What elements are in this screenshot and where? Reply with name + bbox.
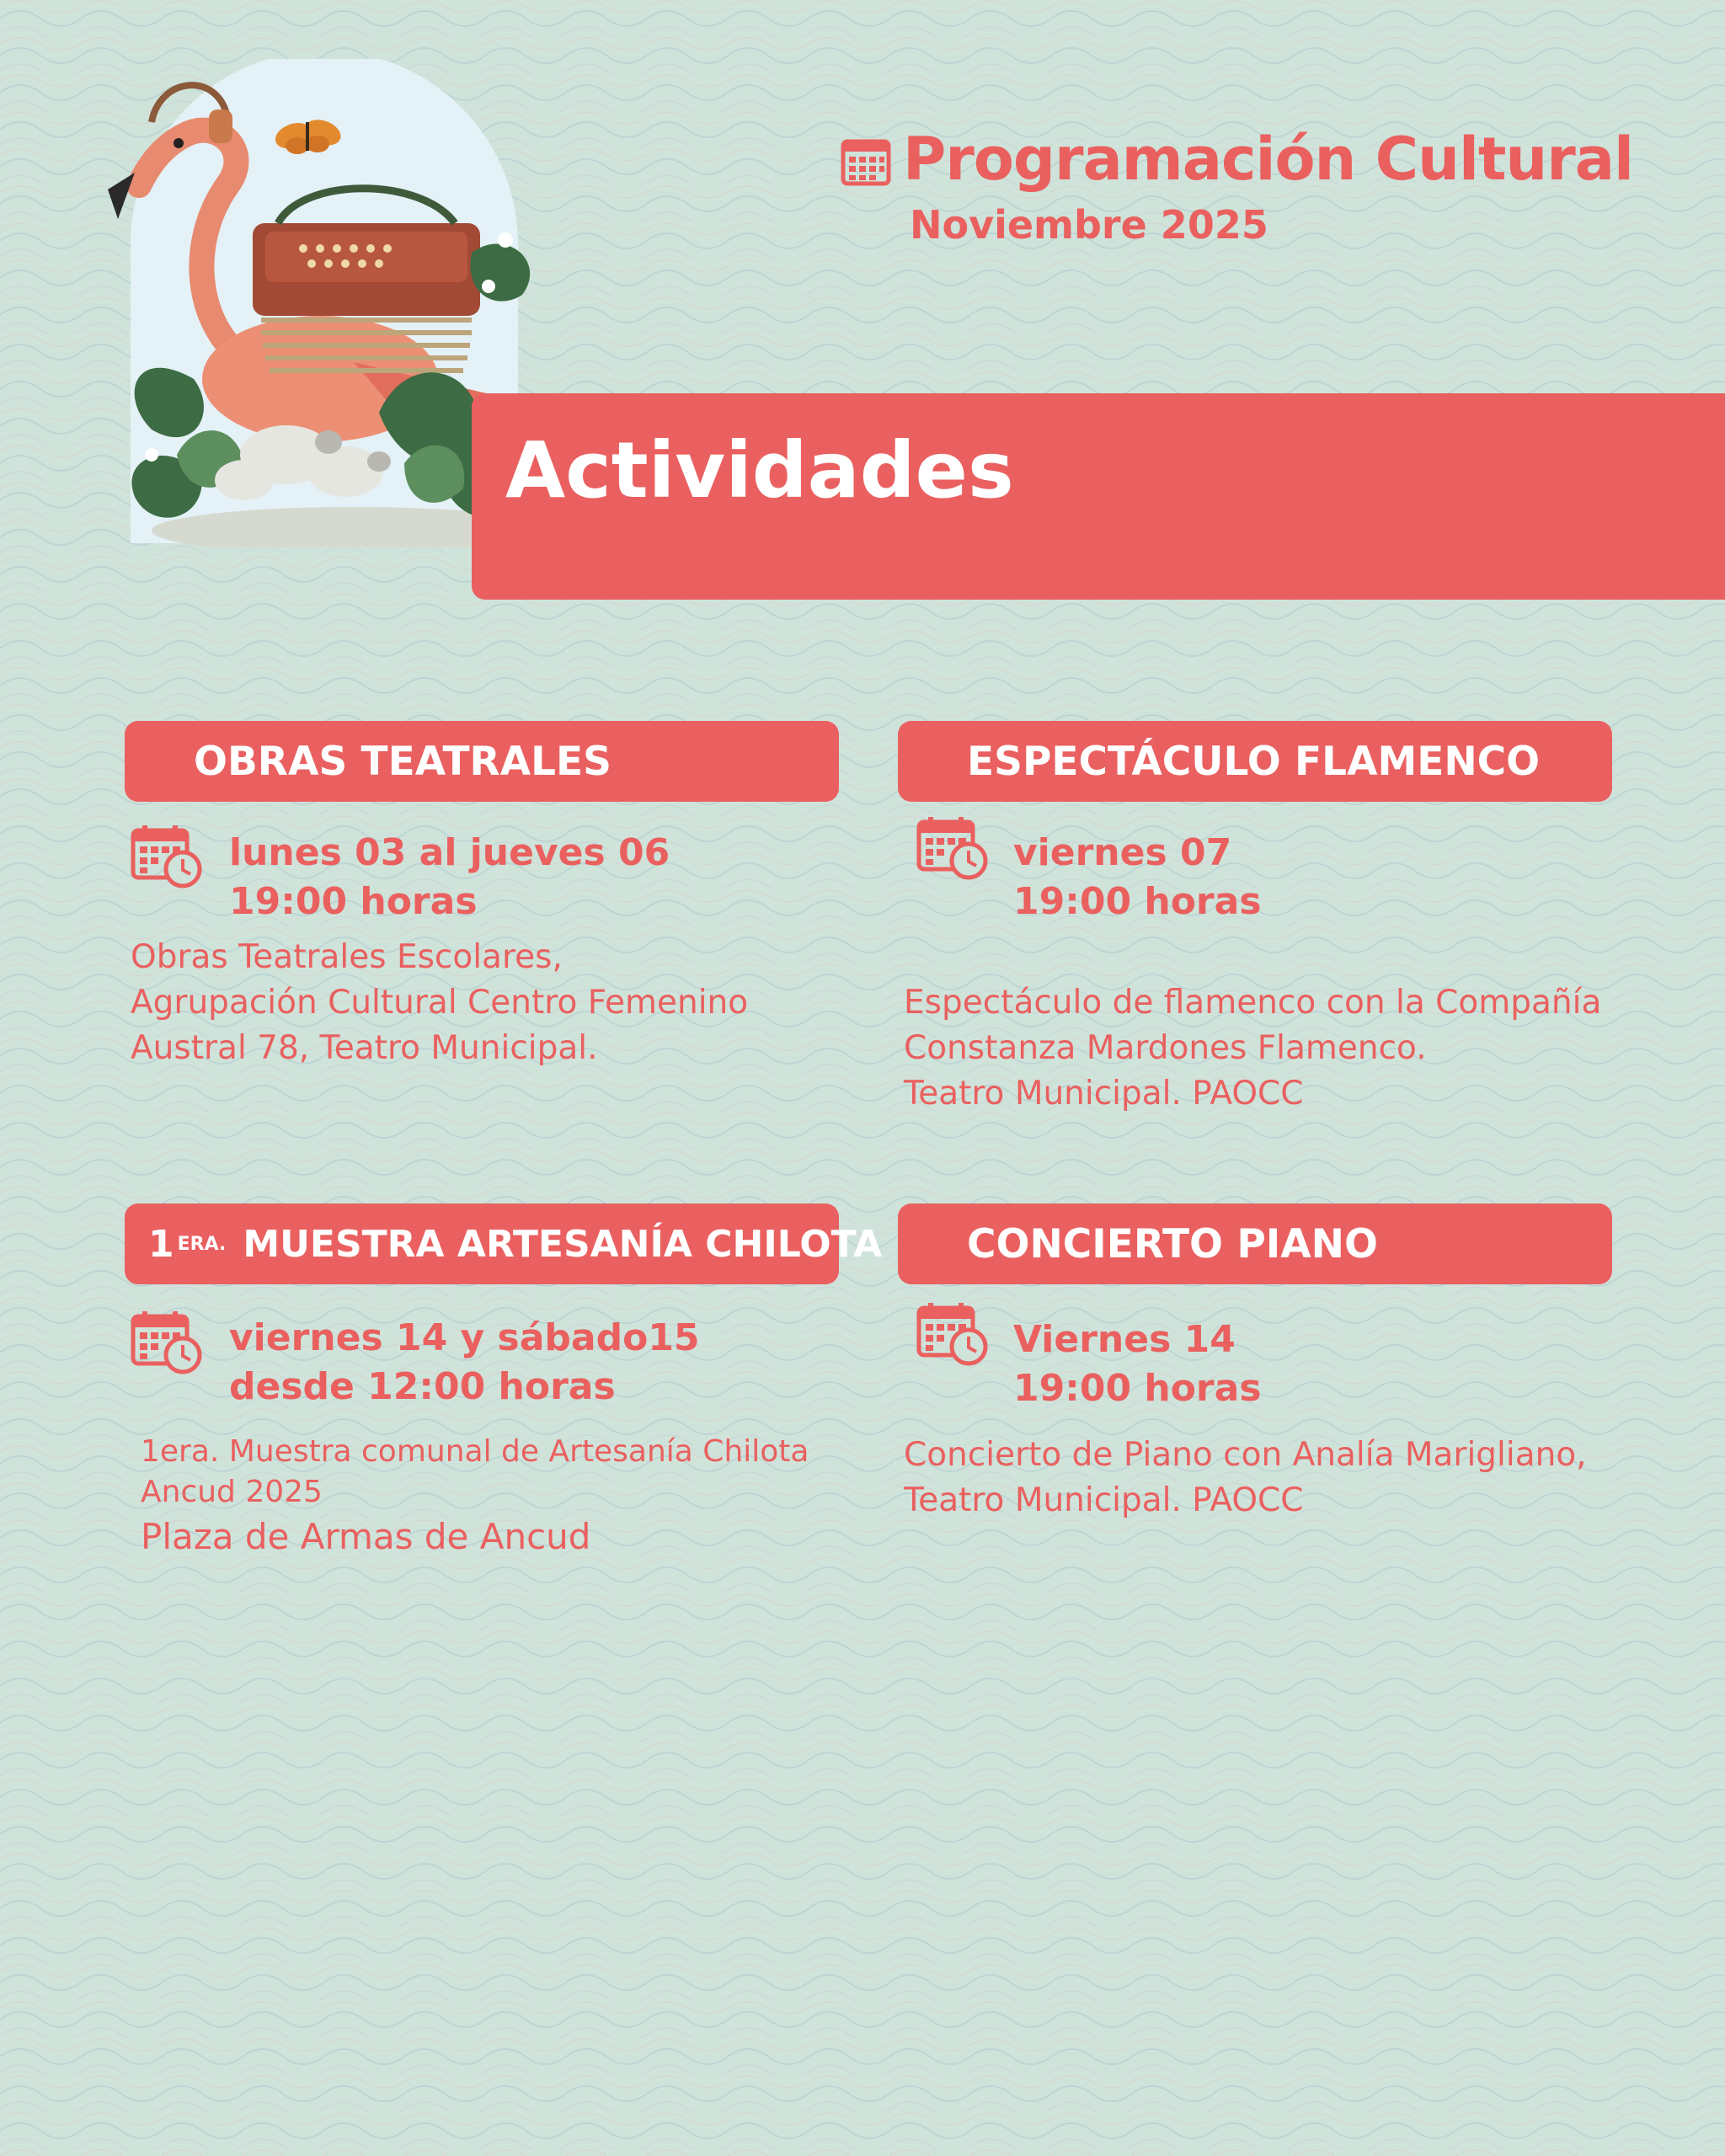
calendar-clock-icon: [131, 1311, 203, 1375]
event-date-time: [1013, 829, 1262, 926]
event-date-time: [229, 829, 670, 926]
page-title: Programación Cultural: [903, 125, 1633, 194]
event-description: Espectáculo de flamenco con la Compañía Constanza Mardones Flamenco. Teatro Municipal. PAOCC: [904, 984, 1602, 1113]
event-title-concierto-piano: CONCIERTO PIANO: [898, 1203, 1612, 1284]
event-description: 1era. Muestra comunal de Artesanía Chilota Ancud 2025 Plaza de Armas de Ancud: [141, 1434, 809, 1557]
calendar-clock-icon: [916, 1303, 989, 1367]
event-title-muestra-artesania: 1 ERA. MUESTRA ARTESANÍA CHILOTA: [125, 1203, 839, 1284]
calendar-icon: [841, 135, 891, 187]
event-description: Concierto de Piano con Analía Marigliano, Teatro Municipal. PAOCC: [904, 1436, 1587, 1519]
event-date: Viernes 14: [1013, 1318, 1236, 1361]
event-description: Obras Teatrales Escolares, Agrupación Cultural Centro Femenino Austral 78, Teatro Municipal.: [131, 938, 749, 1067]
event-date: lunes 03 al jueves 06: [229, 831, 670, 874]
event-date: viernes 07: [1013, 831, 1232, 874]
event-title-espectaculo-flamenco: ESPECTÁCULO FLAMENCO: [898, 721, 1612, 802]
event-date: viernes 14 y sábado15: [229, 1316, 700, 1359]
page-subtitle: Noviembre 2025: [910, 202, 1268, 248]
event-time: desde 12:00 horas: [229, 1365, 616, 1408]
event-time: 19:00 horas: [229, 880, 478, 923]
calendar-clock-icon: [131, 825, 203, 889]
section-title: Actividades: [505, 425, 1014, 515]
event-date-time: [229, 1314, 700, 1412]
calendar-clock-icon: [916, 817, 989, 881]
event-time: 19:00 horas: [1013, 880, 1262, 923]
event-time: 19:00 horas: [1013, 1367, 1262, 1410]
event-title-obras-teatrales: OBRAS TEATRALES: [125, 721, 839, 802]
event-date-time: [1013, 1315, 1262, 1413]
